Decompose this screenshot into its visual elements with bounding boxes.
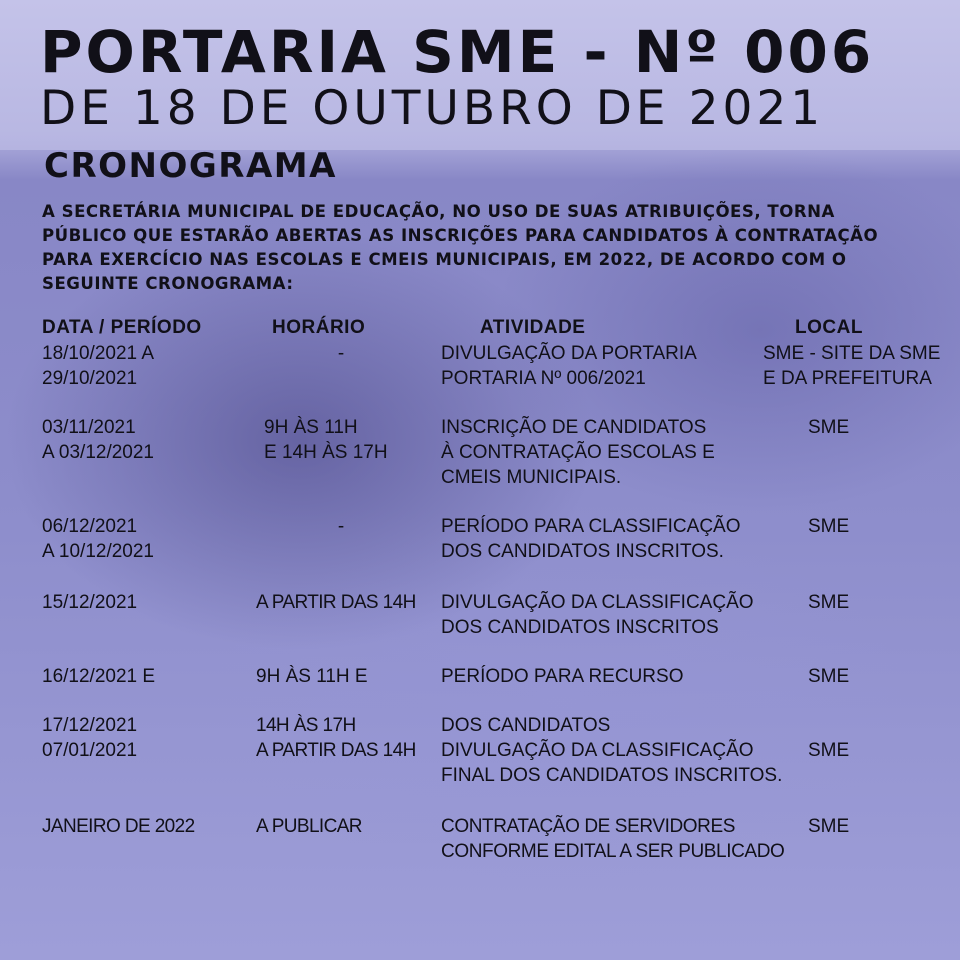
header-local: LOCAL (795, 317, 863, 338)
section-title: CRONOGRAMA (44, 146, 337, 186)
cell-horario: 9H ÀS 11H E (256, 666, 368, 687)
cell-atividade: PERÍODO PARA CLASSIFICAÇÃO DOS CANDIDATOS INSCRITOS. (441, 516, 741, 562)
cell-data: 03/11/2021 A 03/12/2021 (42, 417, 154, 463)
cell-horario: - (337, 343, 345, 364)
cell-local: SME (808, 516, 850, 537)
header-atividade: ATIVIDADE (480, 317, 586, 338)
intro-paragraph: A SECRETÁRIA MUNICIPAL DE EDUCAÇÃO, NO USO DE SUAS ATRIBUIÇÕES, TORNA PÚBLICO QUE ESTARÃO ABERTAS AS INSCRIÇÕES PARA CANDIDATOS À CONTRATAÇÃO PARA EXERCÍCIO NAS ESCOLAS E CMEIS MUNICIPAIS, EM 2022, DE ACORDO COM O SEGUINTE CRONOGRAMA: (42, 202, 879, 293)
cell-local: SME (808, 666, 850, 687)
cell-horario: 9H ÀS 11H E 14H ÀS 17H (264, 417, 388, 463)
cell-horario: A PUBLICAR (256, 816, 362, 837)
cell-atividade: PERÍODO PARA RECURSO (441, 666, 684, 687)
header-horario: HORÁRIO (272, 317, 366, 338)
page-title: PORTARIA SME - Nº 006 (40, 18, 875, 86)
cell-atividade: DIVULGAÇÃO DA PORTARIA PORTARIA Nº 006/2021 (441, 343, 697, 389)
cell-local: SME (808, 816, 850, 837)
cell-local: SME (808, 592, 850, 613)
cell-data: 06/12/2021 A 10/12/2021 (42, 516, 154, 562)
cell-horario: - (337, 516, 345, 537)
header-data: DATA / PERÍODO (42, 317, 202, 338)
cell-atividade: DOS CANDIDATOS DIVULGAÇÃO DA CLASSIFICAÇÃO FINAL DOS CANDIDATOS INSCRITOS. (441, 715, 783, 786)
cell-local: SME (808, 740, 850, 761)
cell-data: 16/12/2021 E (42, 666, 156, 687)
cell-horario: 14H ÀS 17H A PARTIR DAS 14H (256, 715, 416, 761)
cell-data: 18/10/2021 A 29/10/2021 (42, 343, 154, 389)
cell-data: JANEIRO DE 2022 (42, 816, 195, 837)
cell-data: 15/12/2021 (42, 592, 138, 613)
cell-atividade: INSCRIÇÃO DE CANDIDATOS À CONTRATAÇÃO ESCOLAS E CMEIS MUNICIPAIS. (441, 417, 715, 488)
cell-horario: A PARTIR DAS 14H (256, 592, 416, 613)
cell-local: SME (808, 417, 850, 438)
cell-atividade: CONTRATAÇÃO DE SERVIDORES CONFORME EDITAL A SER PUBLICADO (441, 816, 785, 862)
page-subtitle: DE 18 DE OUTUBRO DE 2021 (40, 81, 825, 136)
cell-local: SME - SITE DA SME E DA PREFEITURA (763, 343, 941, 389)
cell-atividade: DIVULGAÇÃO DA CLASSIFICAÇÃO DOS CANDIDATOS INSCRITOS (441, 592, 754, 638)
cell-data: 17/12/2021 07/01/2021 (42, 715, 138, 761)
